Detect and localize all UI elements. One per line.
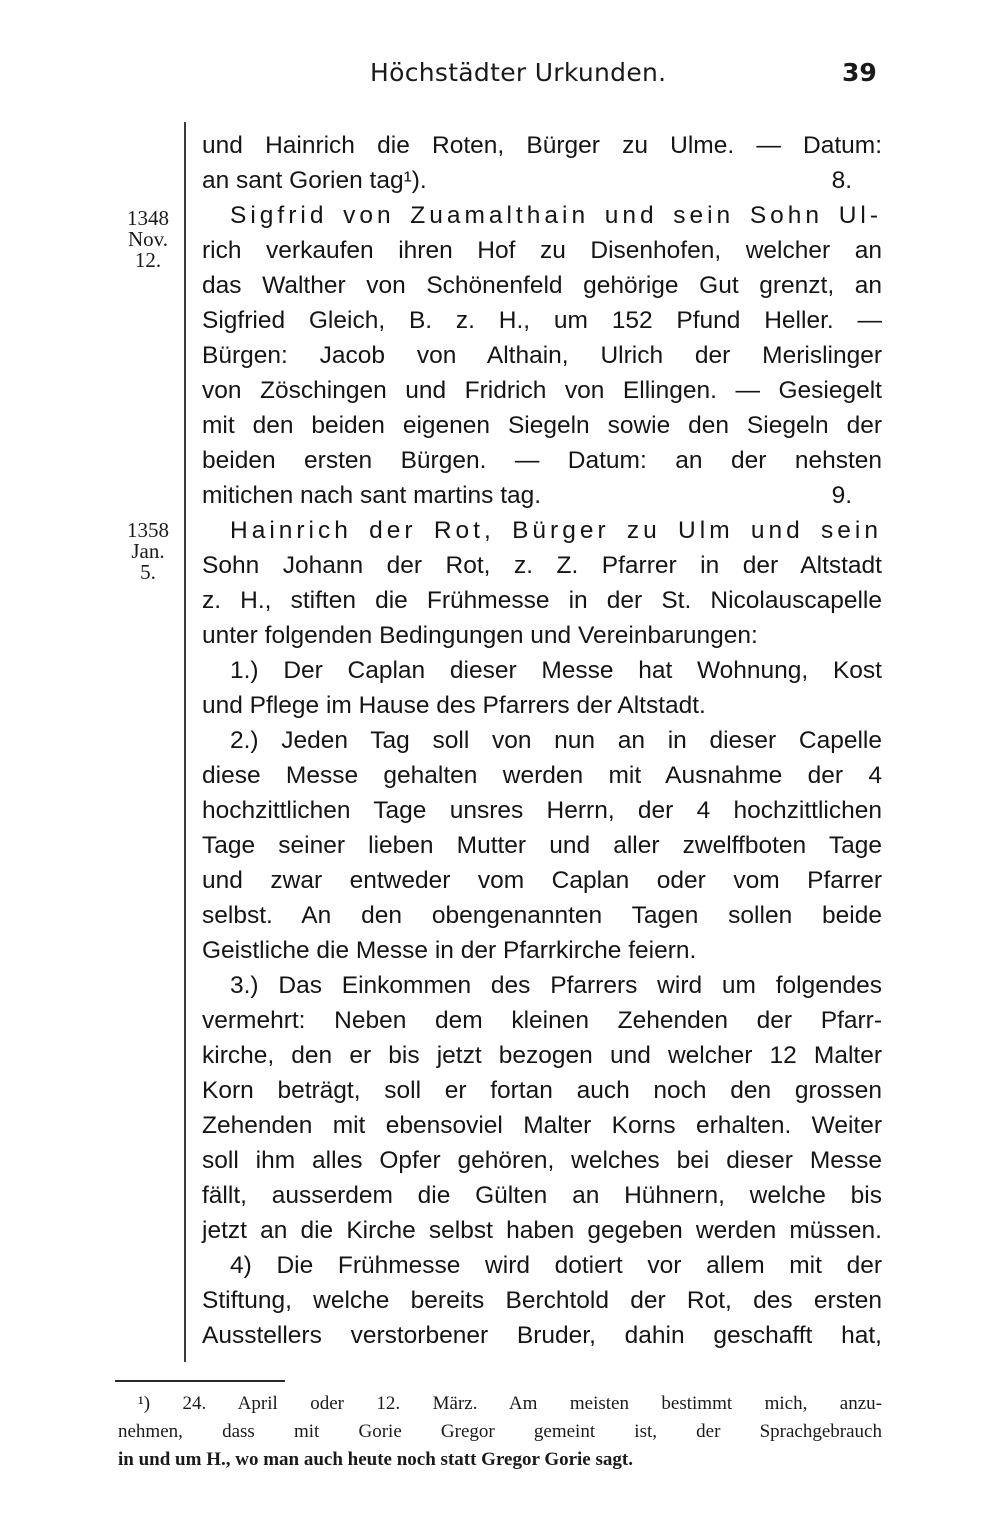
text-line: selbst. An den obengenannten Tagen sollen beide [202,902,882,929]
text-line: mit den beiden eigenen Siegeln sowie den Siegeln der [202,412,882,439]
text-line: soll ihm alles Opfer gehören, welches bei dieser Messe [202,1147,882,1174]
text-line-part: an sant Gorien tag¹). [202,167,427,194]
footnote-rule [115,1380,285,1382]
margin-date-month: Nov. [127,227,169,251]
text-line: und zwar entweder vom Caplan oder vom Pfarrer [202,867,882,894]
text-line: kirche, den er bis jetzt bezogen und welcher 12 Malter [202,1042,882,1069]
document-body [202,128,882,1353]
text-line: Hainrich der Rot, Bürger zu Ulm und sein [230,517,882,544]
footnote-line: in und um H., wo man auch heute noch statt Gregor Gorie sagt. [118,1449,633,1470]
text-line: Stiftung, welche bereits Berchtold der Rot, des ersten [202,1287,882,1314]
footnote-line: ¹) 24. April oder 12. März. Am meisten bestimmt mich, anzu- [138,1393,882,1414]
page-header [0,58,1000,98]
margin-date-month: Jan. [131,539,165,563]
running-title: Höchstädter Urkunden. [370,58,667,87]
text-line: Tage seiner lieben Mutter und aller zwelffboten Tage [202,832,882,859]
text-line: Korn beträgt, soll er fortan auch noch den grossen [202,1077,882,1104]
footnote-line: nehmen, dass mit Gorie Gregor gemeint ist, der Sprachgebrauch [118,1421,882,1442]
text-line: das Walther von Schönenfeld gehörige Gut grenzt, an [202,272,882,299]
text-line [202,478,882,513]
margin-rule [184,122,186,1362]
text-line: 2.) Jeden Tag soll von nun an in dieser Capelle [230,727,882,754]
margin-date-1348 [108,208,188,271]
text-line: Geistliche die Messe in der Pfarrkirche feiern. [202,937,697,964]
text-line: Sohn Johann der Rot, z. Z. Pfarrer in der Altstadt [202,552,882,579]
footnotes [118,1390,882,1474]
text-line: 3.) Das Einkommen des Pfarrers wird um folgendes [230,972,882,999]
text-line: 1.) Der Caplan dieser Messe hat Wohnung, Kost [230,657,882,684]
text-line: fällt, ausserdem die Gülten an Hühnern, welche bis [202,1182,882,1209]
text-line: beiden ersten Bürgen. — Datum: an der nehsten [202,447,882,474]
text-line: 4) Die Frühmesse wird dotiert vor allem mit der [230,1252,882,1279]
text-line: von Zöschingen und Fridrich von Ellingen. — Gesiegelt [202,377,882,404]
text-line: hochzittlichen Tage unsres Herrn, der 4 hochzittlichen [202,797,882,824]
text-line: z. H., stiften die Frühmesse in der St. Nicolauscapelle [202,587,882,614]
text-line: Zehenden mit ebensoviel Malter Korns erhalten. Weiter [202,1112,882,1139]
page-number: 39 [842,58,877,87]
margin-date-day: 5. [140,560,156,584]
text-line: diese Messe gehalten werden mit Ausnahme der 4 [202,762,882,789]
document-number: 9. [831,482,852,509]
text-line: Bürgen: Jacob von Althain, Ulrich der Merislinger [202,342,882,369]
text-line: Ausstellers verstorbener Bruder, dahin geschafft hat, [202,1322,882,1349]
margin-date-year: 1348 [127,206,169,230]
text-line: unter folgenden Bedingungen und Vereinbarungen: [202,622,758,649]
text-line: Sigfried Gleich, B. z. H., um 152 Pfund Heller. — [202,307,882,334]
margin-date-1358 [108,520,188,583]
text-line-part: mitichen nach sant martins tag. [202,482,542,509]
text-line: und Pflege im Hause des Pfarrers der Altstadt. [202,692,706,719]
document-number: 8. [831,167,852,194]
text-line: rich verkaufen ihren Hof zu Disenhofen, welcher an [202,237,882,264]
text-line: vermehrt: Neben dem kleinen Zehenden der Pfarr- [202,1007,882,1034]
text-line: Sigfrid von Zuamalthain und sein Sohn Ul- [230,202,882,229]
margin-date-year: 1358 [127,518,169,542]
text-line [202,163,882,198]
text-line: jetzt an die Kirche selbst haben gegeben werden müssen. [202,1217,882,1244]
text-line: und Hainrich die Roten, Bürger zu Ulme. — Datum: [202,132,882,159]
margin-date-day: 12. [134,248,162,272]
